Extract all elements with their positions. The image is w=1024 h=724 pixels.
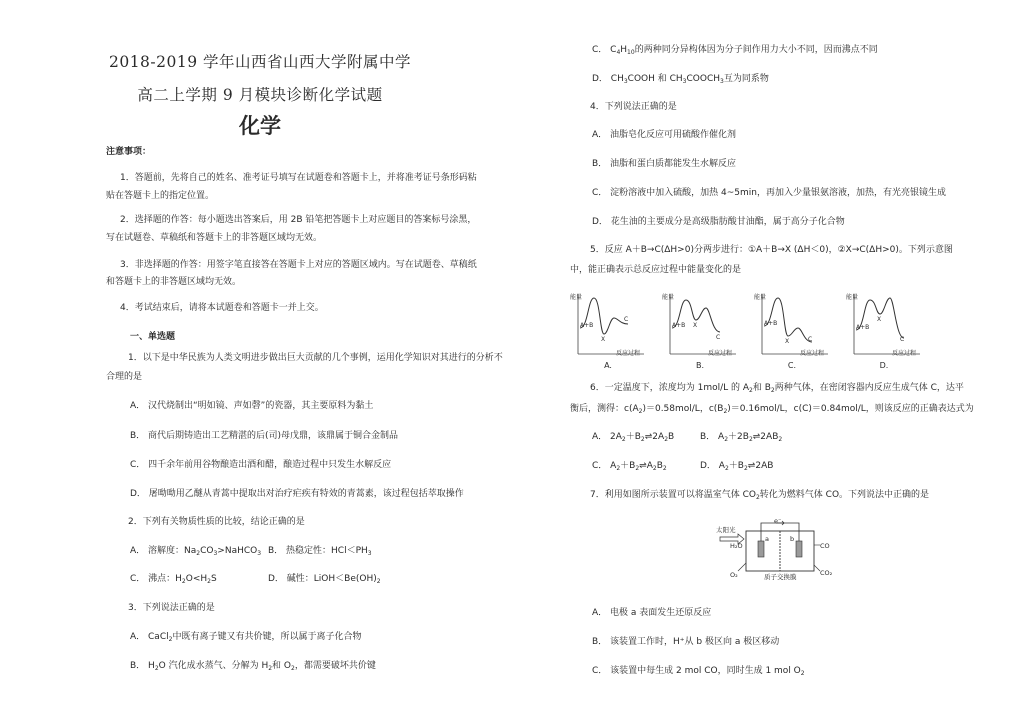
axis-label-energy: 能量 xyxy=(754,294,767,301)
axis-label-energy: 能量 xyxy=(846,294,859,301)
axis-label-progress: 反应过程 xyxy=(892,350,917,357)
notice-line: 4．考试结束后，请将本试题卷和答题卡一并上交。 xyxy=(120,303,324,313)
axis-label-energy: 能量 xyxy=(662,294,675,301)
label-c: C xyxy=(900,336,905,343)
q1-option-d: D． 屠呦呦用乙醚从青蒿中提取出对治疗疟疾有特效的青蒿素，该过程包括萃取操作 xyxy=(130,489,464,499)
diagram-panel-d xyxy=(846,290,922,370)
label-ab: A+B xyxy=(580,322,594,329)
notice-line: 贴在答题卡上的指定位置。 xyxy=(106,191,215,201)
q6-stem-cont: 衡后，测得：$c(A_2)=0.58mol/L$，$c(B_2)=0.16mol/L$，c(C)＝0.84mol/L，则该反应的正确表达式为 xyxy=(570,404,974,415)
q6-option-a: A． $2A_2+B_2\rightleftharpoons 2A_2B$ xyxy=(592,432,675,443)
label-x: X xyxy=(693,322,698,329)
membrane-label: 质子交换膜 xyxy=(764,573,797,581)
q4-option-c: C． 淀粉溶液中加入硫酸，加热 4~5min，再加入少量银氨溶液，加热，有光亮银镜生成 xyxy=(592,188,946,198)
label-ab: A+B xyxy=(856,324,870,331)
h2o-label: H₂O xyxy=(730,542,743,550)
label-c: C xyxy=(716,334,721,341)
q7-stem: 7．利用如图所示装置可以将温室气体 $CO_2$转化为燃料气体 CO。下列说法中正确的是 xyxy=(590,490,930,501)
co2-label: CO₂ xyxy=(820,569,833,577)
notice-line: 2．选择题的作答：每小题选出答案后，用 2B 铅笔把答题卡上对应题目的答案标号涂黑， xyxy=(120,215,477,225)
electrode-b-label: b xyxy=(790,535,795,543)
q7-cell-diagram xyxy=(716,517,836,579)
q3-option-a: A． CaCl$_2$中既有离子键又有共价键，所以属于离子化合物 xyxy=(130,632,362,643)
notice-line: 和答题卡上的非答题区域均无效。 xyxy=(106,277,242,287)
section-heading: 一、单选题 xyxy=(130,332,176,342)
notice-line: 1．答题前，先将自己的姓名、准考证号填写在试题卷和答题卡上，并将准考证号条形码粘 xyxy=(120,173,477,183)
q3-option-d: D． $CH_3COOH$ 和 $CH_3COOCH_3$互为同系物 xyxy=(592,74,769,85)
label-x: X xyxy=(601,336,606,343)
diagram-panel-a xyxy=(570,290,646,370)
q1-stem: 1．以下是中华民族为人类文明进步做出巨大贡献的几个事例，运用化学知识对其进行的分析不 xyxy=(128,353,503,363)
exam-title-line2: 高二上学期 9 月模块诊断化学试题 xyxy=(137,86,383,104)
q1-option-b: B． 商代后期铸造出工艺精湛的后(司)母戊鼎，该鼎属于铜合金制品 xyxy=(130,431,399,441)
q6-option-b: B． $A_2+2B_2\rightleftharpoons 2AB_2$ xyxy=(700,432,783,443)
q2-option-d: D． 碱性：$LiOH<Be(OH)_2$ xyxy=(268,574,381,585)
q6-option-d: D． $A_2+B_2\rightleftharpoons 2AB$ xyxy=(700,461,774,472)
q5-energy-diagrams xyxy=(570,290,917,370)
notice-heading: 注意事项： xyxy=(106,147,152,157)
q3-option-c: C． $C_4H_{10}$的两种同分异构体因为分子间作用力大小不同，因而沸点不同 xyxy=(592,45,878,56)
q7-option-c: C． 该装置中每生成 2 mol CO，同时生成 1 mol $O_2$ xyxy=(592,666,805,677)
axis-label-progress: 反应过程 xyxy=(800,350,825,357)
subject-heading: 化学 xyxy=(239,113,281,138)
axis-label-progress: 反应过程 xyxy=(616,350,641,357)
q7-option-a: A． 电极 a 表面发生还原反应 xyxy=(592,608,712,618)
label-ab: A+B xyxy=(764,320,778,327)
panel-label: A. xyxy=(604,361,612,370)
notice-line: 3．非选择题的作答：用签字笔直接答在答题卡上对应的答题区域内。写在试题卷、草稿纸 xyxy=(120,260,477,270)
q5-stem: 5．反应 A＋B→C(ΔH>0)分两步进行：①A＋B→X (ΔH＜0)，②X→C(ΔH>0)。下列示意图 xyxy=(590,245,953,255)
q6-stem: 6．一定温度下，浓度均为 1mol/L 的 $A_2$和 $B_2$两种气体，在密闭容器内反应生成气体 C，达平 xyxy=(590,383,964,394)
axis-label-progress: 反应过程 xyxy=(708,350,733,357)
co-label: CO xyxy=(820,542,830,550)
q6-option-c: C． $A_2+B_2\rightleftharpoons A_2B_2$ xyxy=(592,461,667,472)
notice-line: 写在试题卷、草稿纸和答题卡上的非答题区域均无效。 xyxy=(106,233,323,243)
q4-stem: 4．下列说法正确的是 xyxy=(590,102,677,112)
q4-option-d: D． 花生油的主要成分是高级脂肪酸甘油酯，属于高分子化合物 xyxy=(592,217,845,227)
axis-label-energy: 能量 xyxy=(570,294,583,301)
label-ab: A+B xyxy=(672,322,686,329)
electron-label: e⁻ xyxy=(774,517,782,525)
q2-option-c: C． 沸点：$H_2O<H_2S$ xyxy=(130,574,217,585)
label-c: C xyxy=(624,316,629,323)
q2-stem: 2．下列有关物质性质的比较，结论正确的是 xyxy=(128,517,305,527)
sunlight-label: 太阳光 xyxy=(716,526,736,534)
diagram-panel-c xyxy=(754,290,830,370)
q2-option-b: B． 热稳定性：$HCl<PH_3$ xyxy=(268,546,372,557)
panel-label: B. xyxy=(695,361,705,370)
q1-stem-cont: 合理的是 xyxy=(106,372,143,382)
q2-option-a: A． 溶解度：$Na_2CO_3>NaHCO_3$ xyxy=(130,546,262,557)
q4-option-a: A． 油脂皂化反应可用硫酸作催化剂 xyxy=(592,130,737,140)
panel-label: D. xyxy=(879,361,889,370)
q7-option-b: B． 该装置工作时，H⁺从 b 极区向 a 极区移动 xyxy=(592,637,780,647)
q5-stem-cont: 中，能正确表示总反应过程中能量变化的是 xyxy=(570,265,742,275)
o2-label: O₂ xyxy=(730,571,738,579)
label-x: X xyxy=(785,338,790,345)
label-x: X xyxy=(877,316,882,323)
label-c: C xyxy=(808,336,813,343)
exam-title-line1: 2018-2019 学年山西省山西大学附属中学 xyxy=(108,53,412,71)
panel-label: C. xyxy=(787,361,797,370)
q3-stem: 3．下列说法正确的是 xyxy=(128,603,215,613)
diagram-panel-b xyxy=(662,290,738,370)
q1-option-a: A． 汉代烧制出“明如镜、声如磬”的瓷器，其主要原料为黏土 xyxy=(130,401,374,411)
electrode-a-label: a xyxy=(765,535,769,543)
q4-option-b: B． 油脂和蛋白质都能发生水解反应 xyxy=(592,159,737,169)
q3-option-b: B． $H_2O$ 汽化成水蒸气、分解为 $H_2$和 $O_2$，都需要破坏共价键 xyxy=(130,661,376,672)
q1-option-c: C． 四千余年前用谷物酿造出酒和醋，酿造过程中只发生水解反应 xyxy=(130,460,392,470)
